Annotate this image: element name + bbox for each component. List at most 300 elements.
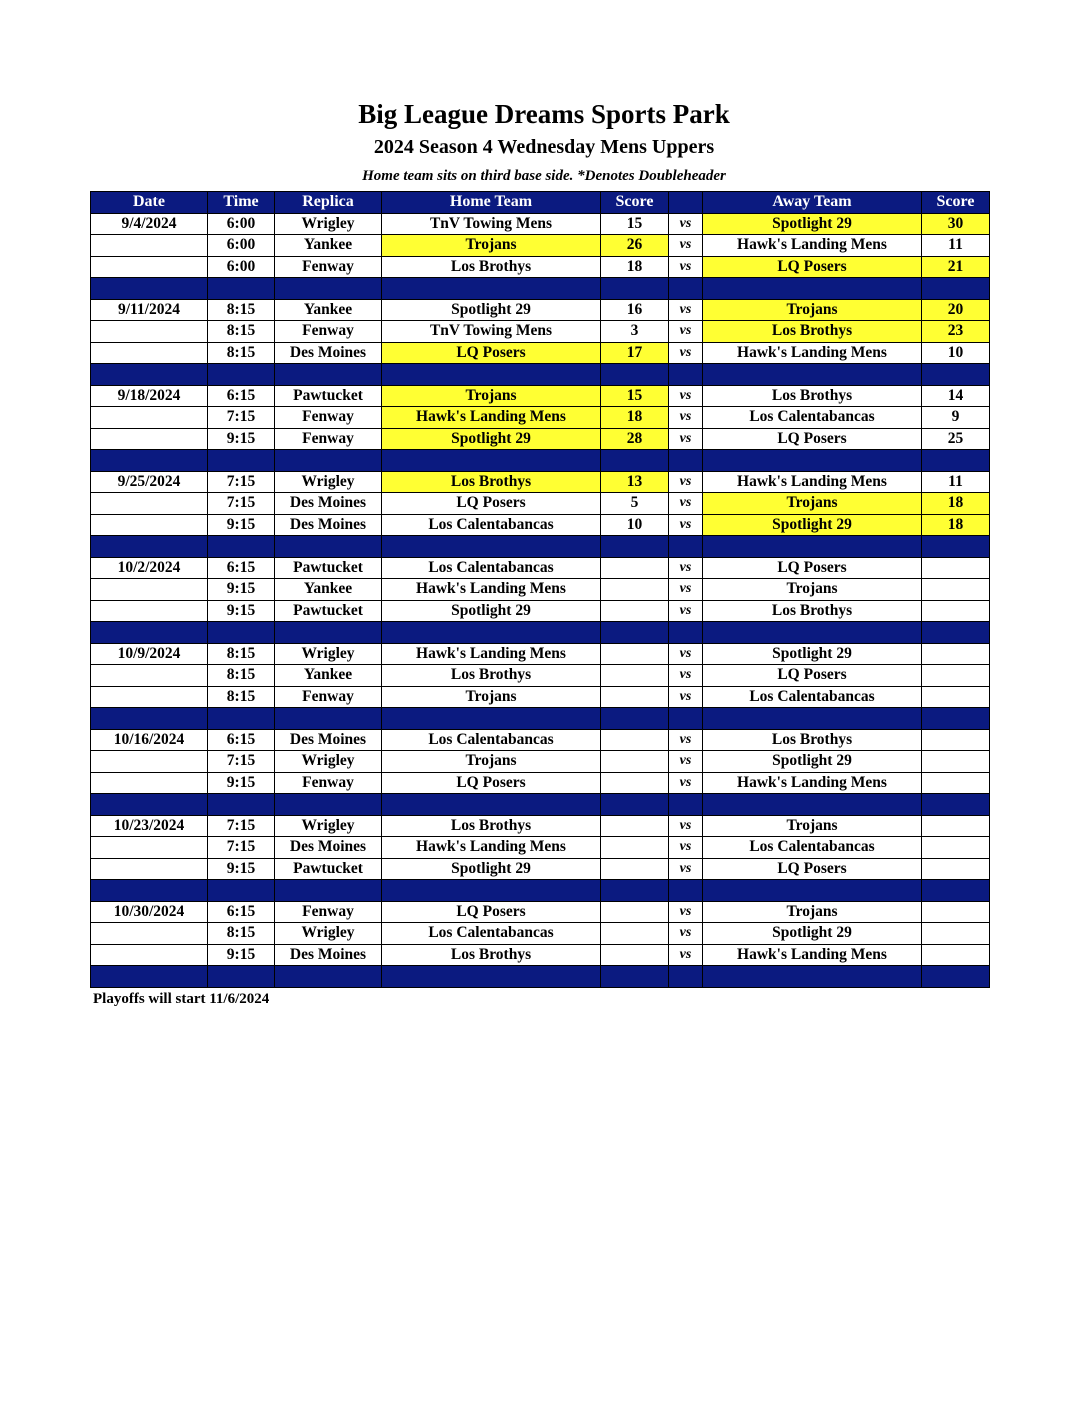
- away-team: Los Calentabancas: [703, 837, 922, 859]
- separator-cell: [703, 450, 922, 472]
- game-time: 6:00: [208, 235, 275, 257]
- away-team: LQ Posers: [703, 665, 922, 687]
- separator-cell: [91, 794, 208, 816]
- week-separator: [91, 622, 990, 644]
- game-replica: Wrigley: [275, 471, 382, 493]
- home-team: Spotlight 29: [382, 600, 601, 622]
- home-score: [601, 665, 669, 687]
- home-team: Los Calentabancas: [382, 514, 601, 536]
- col-away-team-header: Away Team: [703, 192, 922, 214]
- home-team: Trojans: [382, 235, 601, 257]
- separator-cell: [275, 794, 382, 816]
- vs-label: vs: [669, 557, 703, 579]
- home-team: Los Brothys: [382, 256, 601, 278]
- separator-cell: [208, 364, 275, 386]
- game-replica: Wrigley: [275, 815, 382, 837]
- game-replica: Pawtucket: [275, 385, 382, 407]
- home-score: [601, 772, 669, 794]
- separator-cell: [91, 622, 208, 644]
- separator-cell: [382, 450, 601, 472]
- home-score: 5: [601, 493, 669, 515]
- home-team: Hawk's Landing Mens: [382, 579, 601, 601]
- vs-label: vs: [669, 686, 703, 708]
- separator-cell: [703, 278, 922, 300]
- separator-cell: [208, 880, 275, 902]
- away-team: Los Brothys: [703, 600, 922, 622]
- away-score: 10: [922, 342, 990, 364]
- separator-cell: [382, 880, 601, 902]
- game-date: [91, 493, 208, 515]
- game-replica: Des Moines: [275, 837, 382, 859]
- vs-label: vs: [669, 772, 703, 794]
- separator-cell: [275, 622, 382, 644]
- away-team: LQ Posers: [703, 256, 922, 278]
- away-team: Hawk's Landing Mens: [703, 342, 922, 364]
- vs-label: vs: [669, 751, 703, 773]
- away-team: Hawk's Landing Mens: [703, 772, 922, 794]
- home-team: Spotlight 29: [382, 428, 601, 450]
- game-date: 9/4/2024: [91, 213, 208, 235]
- game-replica: Fenway: [275, 428, 382, 450]
- separator-cell: [91, 536, 208, 558]
- game-date: 10/9/2024: [91, 643, 208, 665]
- home-team: LQ Posers: [382, 772, 601, 794]
- separator-cell: [91, 278, 208, 300]
- home-score: [601, 944, 669, 966]
- away-score: [922, 901, 990, 923]
- game-replica: Fenway: [275, 407, 382, 429]
- separator-cell: [208, 450, 275, 472]
- separator-cell: [275, 278, 382, 300]
- separator-cell: [275, 450, 382, 472]
- away-score: 14: [922, 385, 990, 407]
- away-score: [922, 686, 990, 708]
- game-date: [91, 256, 208, 278]
- separator-cell: [703, 536, 922, 558]
- separator-cell: [669, 450, 703, 472]
- away-team: Trojans: [703, 493, 922, 515]
- page-title: Big League Dreams Sports Park: [358, 99, 730, 129]
- game-replica: Pawtucket: [275, 557, 382, 579]
- game-replica: Fenway: [275, 256, 382, 278]
- separator-cell: [382, 708, 601, 730]
- vs-label: vs: [669, 493, 703, 515]
- separator-cell: [382, 794, 601, 816]
- home-team: Trojans: [382, 686, 601, 708]
- away-score: 30: [922, 213, 990, 235]
- home-team: Los Calentabancas: [382, 729, 601, 751]
- separator-cell: [382, 364, 601, 386]
- game-time: 6:00: [208, 256, 275, 278]
- away-score: 18: [922, 514, 990, 536]
- separator-cell: [601, 450, 669, 472]
- vs-label: vs: [669, 858, 703, 880]
- home-team: TnV Towing Mens: [382, 321, 601, 343]
- game-row: [91, 686, 990, 708]
- away-team: Spotlight 29: [703, 751, 922, 773]
- vs-label: vs: [669, 235, 703, 257]
- away-team: Trojans: [703, 815, 922, 837]
- away-score: [922, 815, 990, 837]
- home-score: [601, 815, 669, 837]
- home-team: Spotlight 29: [382, 299, 601, 321]
- away-team: Los Calentabancas: [703, 686, 922, 708]
- separator-cell: [669, 622, 703, 644]
- playoffs-note: Playoffs will start 11/6/2024: [93, 991, 270, 1007]
- home-score: [601, 901, 669, 923]
- separator-cell: [382, 622, 601, 644]
- separator-cell: [669, 966, 703, 988]
- game-date: [91, 579, 208, 601]
- vs-label: vs: [669, 428, 703, 450]
- separator-cell: [703, 966, 922, 988]
- game-date: [91, 923, 208, 945]
- separator-cell: [922, 966, 990, 988]
- home-score: [601, 751, 669, 773]
- game-row: [91, 213, 990, 235]
- game-time: 9:15: [208, 858, 275, 880]
- separator-cell: [275, 966, 382, 988]
- home-score: 18: [601, 407, 669, 429]
- col-home-team-header: Home Team: [382, 192, 601, 214]
- vs-label: vs: [669, 600, 703, 622]
- separator-cell: [601, 536, 669, 558]
- game-time: 8:15: [208, 923, 275, 945]
- home-score: 15: [601, 213, 669, 235]
- away-score: [922, 837, 990, 859]
- away-score: [922, 665, 990, 687]
- separator-cell: [703, 794, 922, 816]
- game-row: [91, 493, 990, 515]
- away-score: [922, 772, 990, 794]
- vs-label: vs: [669, 342, 703, 364]
- separator-cell: [275, 708, 382, 730]
- game-time: 8:15: [208, 342, 275, 364]
- away-score: [922, 944, 990, 966]
- game-replica: Des Moines: [275, 729, 382, 751]
- game-time: 9:15: [208, 428, 275, 450]
- separator-cell: [669, 278, 703, 300]
- away-score: 9: [922, 407, 990, 429]
- game-time: 6:15: [208, 729, 275, 751]
- game-replica: Yankee: [275, 579, 382, 601]
- game-time: 7:15: [208, 493, 275, 515]
- separator-cell: [922, 364, 990, 386]
- away-score: 20: [922, 299, 990, 321]
- game-row: [91, 235, 990, 257]
- game-time: 6:15: [208, 901, 275, 923]
- separator-cell: [922, 708, 990, 730]
- away-team: Trojans: [703, 901, 922, 923]
- separator-cell: [669, 794, 703, 816]
- game-time: 6:15: [208, 385, 275, 407]
- game-row: [91, 321, 990, 343]
- week-separator: [91, 794, 990, 816]
- game-time: 7:15: [208, 407, 275, 429]
- home-team: Los Brothys: [382, 944, 601, 966]
- home-team: TnV Towing Mens: [382, 213, 601, 235]
- home-team: Hawk's Landing Mens: [382, 407, 601, 429]
- game-row: [91, 471, 990, 493]
- home-score: [601, 579, 669, 601]
- away-score: [922, 923, 990, 945]
- home-score: 18: [601, 256, 669, 278]
- home-score: 16: [601, 299, 669, 321]
- away-score: 11: [922, 471, 990, 493]
- game-time: 6:00: [208, 213, 275, 235]
- separator-cell: [703, 364, 922, 386]
- vs-label: vs: [669, 643, 703, 665]
- game-date: 10/30/2024: [91, 901, 208, 923]
- game-time: 6:15: [208, 557, 275, 579]
- away-team: Spotlight 29: [703, 514, 922, 536]
- game-row: [91, 729, 990, 751]
- away-team: Spotlight 29: [703, 923, 922, 945]
- away-score: 23: [922, 321, 990, 343]
- week-separator: [91, 536, 990, 558]
- away-score: [922, 643, 990, 665]
- separator-cell: [703, 708, 922, 730]
- game-replica: Des Moines: [275, 342, 382, 364]
- game-row: [91, 837, 990, 859]
- game-row: [91, 299, 990, 321]
- home-score: [601, 729, 669, 751]
- separator-cell: [601, 880, 669, 902]
- away-team: Spotlight 29: [703, 643, 922, 665]
- separator-cell: [91, 364, 208, 386]
- home-team: LQ Posers: [382, 493, 601, 515]
- game-replica: Fenway: [275, 772, 382, 794]
- game-replica: Yankee: [275, 235, 382, 257]
- away-team: Trojans: [703, 579, 922, 601]
- away-team: Hawk's Landing Mens: [703, 471, 922, 493]
- away-team: Spotlight 29: [703, 213, 922, 235]
- game-row: [91, 665, 990, 687]
- away-score: [922, 751, 990, 773]
- separator-cell: [922, 622, 990, 644]
- home-score: 3: [601, 321, 669, 343]
- game-replica: Pawtucket: [275, 858, 382, 880]
- game-row: [91, 600, 990, 622]
- vs-label: vs: [669, 321, 703, 343]
- away-team: LQ Posers: [703, 858, 922, 880]
- game-date: [91, 407, 208, 429]
- vs-label: vs: [669, 514, 703, 536]
- home-team: Spotlight 29: [382, 858, 601, 880]
- game-replica: Des Moines: [275, 493, 382, 515]
- week-separator: [91, 966, 990, 988]
- separator-cell: [601, 708, 669, 730]
- vs-label: vs: [669, 837, 703, 859]
- game-date: [91, 837, 208, 859]
- game-time: 9:15: [208, 944, 275, 966]
- game-date: [91, 600, 208, 622]
- game-replica: Yankee: [275, 299, 382, 321]
- game-date: [91, 665, 208, 687]
- vs-label: vs: [669, 579, 703, 601]
- vs-label: vs: [669, 213, 703, 235]
- vs-label: vs: [669, 385, 703, 407]
- separator-cell: [669, 708, 703, 730]
- week-separator: [91, 278, 990, 300]
- col-date-header: Date: [91, 192, 208, 214]
- week-separator: [91, 364, 990, 386]
- game-row: [91, 579, 990, 601]
- header-row: [91, 192, 990, 214]
- game-replica: Fenway: [275, 321, 382, 343]
- schedule-note: Home team sits on third base side. *Denotes Doubleheader: [362, 168, 726, 184]
- away-score: [922, 579, 990, 601]
- game-time: 7:15: [208, 471, 275, 493]
- game-date: 10/2/2024: [91, 557, 208, 579]
- game-date: [91, 321, 208, 343]
- game-row: [91, 944, 990, 966]
- separator-cell: [382, 966, 601, 988]
- game-row: [91, 557, 990, 579]
- game-replica: Wrigley: [275, 751, 382, 773]
- separator-cell: [703, 622, 922, 644]
- home-score: 10: [601, 514, 669, 536]
- col-replica-header: Replica: [275, 192, 382, 214]
- separator-cell: [601, 794, 669, 816]
- separator-cell: [382, 536, 601, 558]
- week-separator: [91, 450, 990, 472]
- col-away-score-header: Score: [922, 192, 990, 214]
- home-team: Hawk's Landing Mens: [382, 643, 601, 665]
- separator-cell: [922, 536, 990, 558]
- separator-cell: [601, 622, 669, 644]
- game-date: 9/25/2024: [91, 471, 208, 493]
- game-row: [91, 923, 990, 945]
- separator-cell: [703, 880, 922, 902]
- separator-cell: [601, 364, 669, 386]
- game-date: [91, 342, 208, 364]
- separator-cell: [669, 880, 703, 902]
- vs-label: vs: [669, 901, 703, 923]
- home-team: LQ Posers: [382, 901, 601, 923]
- game-replica: Pawtucket: [275, 600, 382, 622]
- week-separator: [91, 880, 990, 902]
- away-team: Los Calentabancas: [703, 407, 922, 429]
- game-row: [91, 385, 990, 407]
- home-team: Los Brothys: [382, 471, 601, 493]
- home-score: [601, 858, 669, 880]
- away-team: Trojans: [703, 299, 922, 321]
- separator-cell: [922, 278, 990, 300]
- separator-cell: [669, 536, 703, 558]
- home-score: [601, 557, 669, 579]
- game-date: [91, 751, 208, 773]
- col-vs-header: [669, 192, 703, 214]
- separator-cell: [275, 536, 382, 558]
- game-date: [91, 858, 208, 880]
- game-time: 8:15: [208, 321, 275, 343]
- separator-cell: [208, 708, 275, 730]
- home-score: [601, 600, 669, 622]
- game-time: 8:15: [208, 643, 275, 665]
- game-row: [91, 751, 990, 773]
- game-date: 10/16/2024: [91, 729, 208, 751]
- home-score: 28: [601, 428, 669, 450]
- game-time: 8:15: [208, 299, 275, 321]
- separator-cell: [208, 794, 275, 816]
- vs-label: vs: [669, 299, 703, 321]
- home-score: [601, 643, 669, 665]
- game-row: [91, 256, 990, 278]
- game-time: 8:15: [208, 686, 275, 708]
- separator-cell: [922, 794, 990, 816]
- away-score: [922, 600, 990, 622]
- game-replica: Yankee: [275, 665, 382, 687]
- game-time: 9:15: [208, 772, 275, 794]
- away-team: Hawk's Landing Mens: [703, 235, 922, 257]
- game-replica: Fenway: [275, 686, 382, 708]
- col-home-score-header: Score: [601, 192, 669, 214]
- home-score: 26: [601, 235, 669, 257]
- home-team: LQ Posers: [382, 342, 601, 364]
- game-date: [91, 235, 208, 257]
- game-date: 9/18/2024: [91, 385, 208, 407]
- game-replica: Des Moines: [275, 514, 382, 536]
- game-date: [91, 686, 208, 708]
- vs-label: vs: [669, 923, 703, 945]
- home-score: [601, 686, 669, 708]
- home-score: 13: [601, 471, 669, 493]
- away-team: Los Brothys: [703, 321, 922, 343]
- vs-label: vs: [669, 471, 703, 493]
- game-time: 9:15: [208, 600, 275, 622]
- away-score: 21: [922, 256, 990, 278]
- game-replica: Des Moines: [275, 944, 382, 966]
- separator-cell: [922, 450, 990, 472]
- week-separator: [91, 708, 990, 730]
- separator-cell: [922, 880, 990, 902]
- game-time: 9:15: [208, 514, 275, 536]
- col-time-header: Time: [208, 192, 275, 214]
- home-team: Los Calentabancas: [382, 923, 601, 945]
- separator-cell: [382, 278, 601, 300]
- game-replica: Fenway: [275, 901, 382, 923]
- vs-label: vs: [669, 407, 703, 429]
- game-replica: Wrigley: [275, 643, 382, 665]
- game-time: 7:15: [208, 815, 275, 837]
- vs-label: vs: [669, 256, 703, 278]
- game-time: 9:15: [208, 579, 275, 601]
- game-row: [91, 407, 990, 429]
- page-subtitle: 2024 Season 4 Wednesday Mens Uppers: [373, 136, 715, 158]
- game-row: [91, 514, 990, 536]
- game-row: [91, 815, 990, 837]
- away-score: [922, 557, 990, 579]
- away-score: 18: [922, 493, 990, 515]
- game-row: [91, 858, 990, 880]
- game-row: [91, 772, 990, 794]
- away-team: LQ Posers: [703, 557, 922, 579]
- separator-cell: [601, 278, 669, 300]
- game-date: 9/11/2024: [91, 299, 208, 321]
- separator-cell: [601, 966, 669, 988]
- home-score: [601, 837, 669, 859]
- game-row: [91, 901, 990, 923]
- home-team: Trojans: [382, 385, 601, 407]
- vs-label: vs: [669, 815, 703, 837]
- home-team: Los Calentabancas: [382, 557, 601, 579]
- separator-cell: [208, 278, 275, 300]
- separator-cell: [208, 966, 275, 988]
- away-score: 11: [922, 235, 990, 257]
- game-time: 7:15: [208, 837, 275, 859]
- separator-cell: [669, 364, 703, 386]
